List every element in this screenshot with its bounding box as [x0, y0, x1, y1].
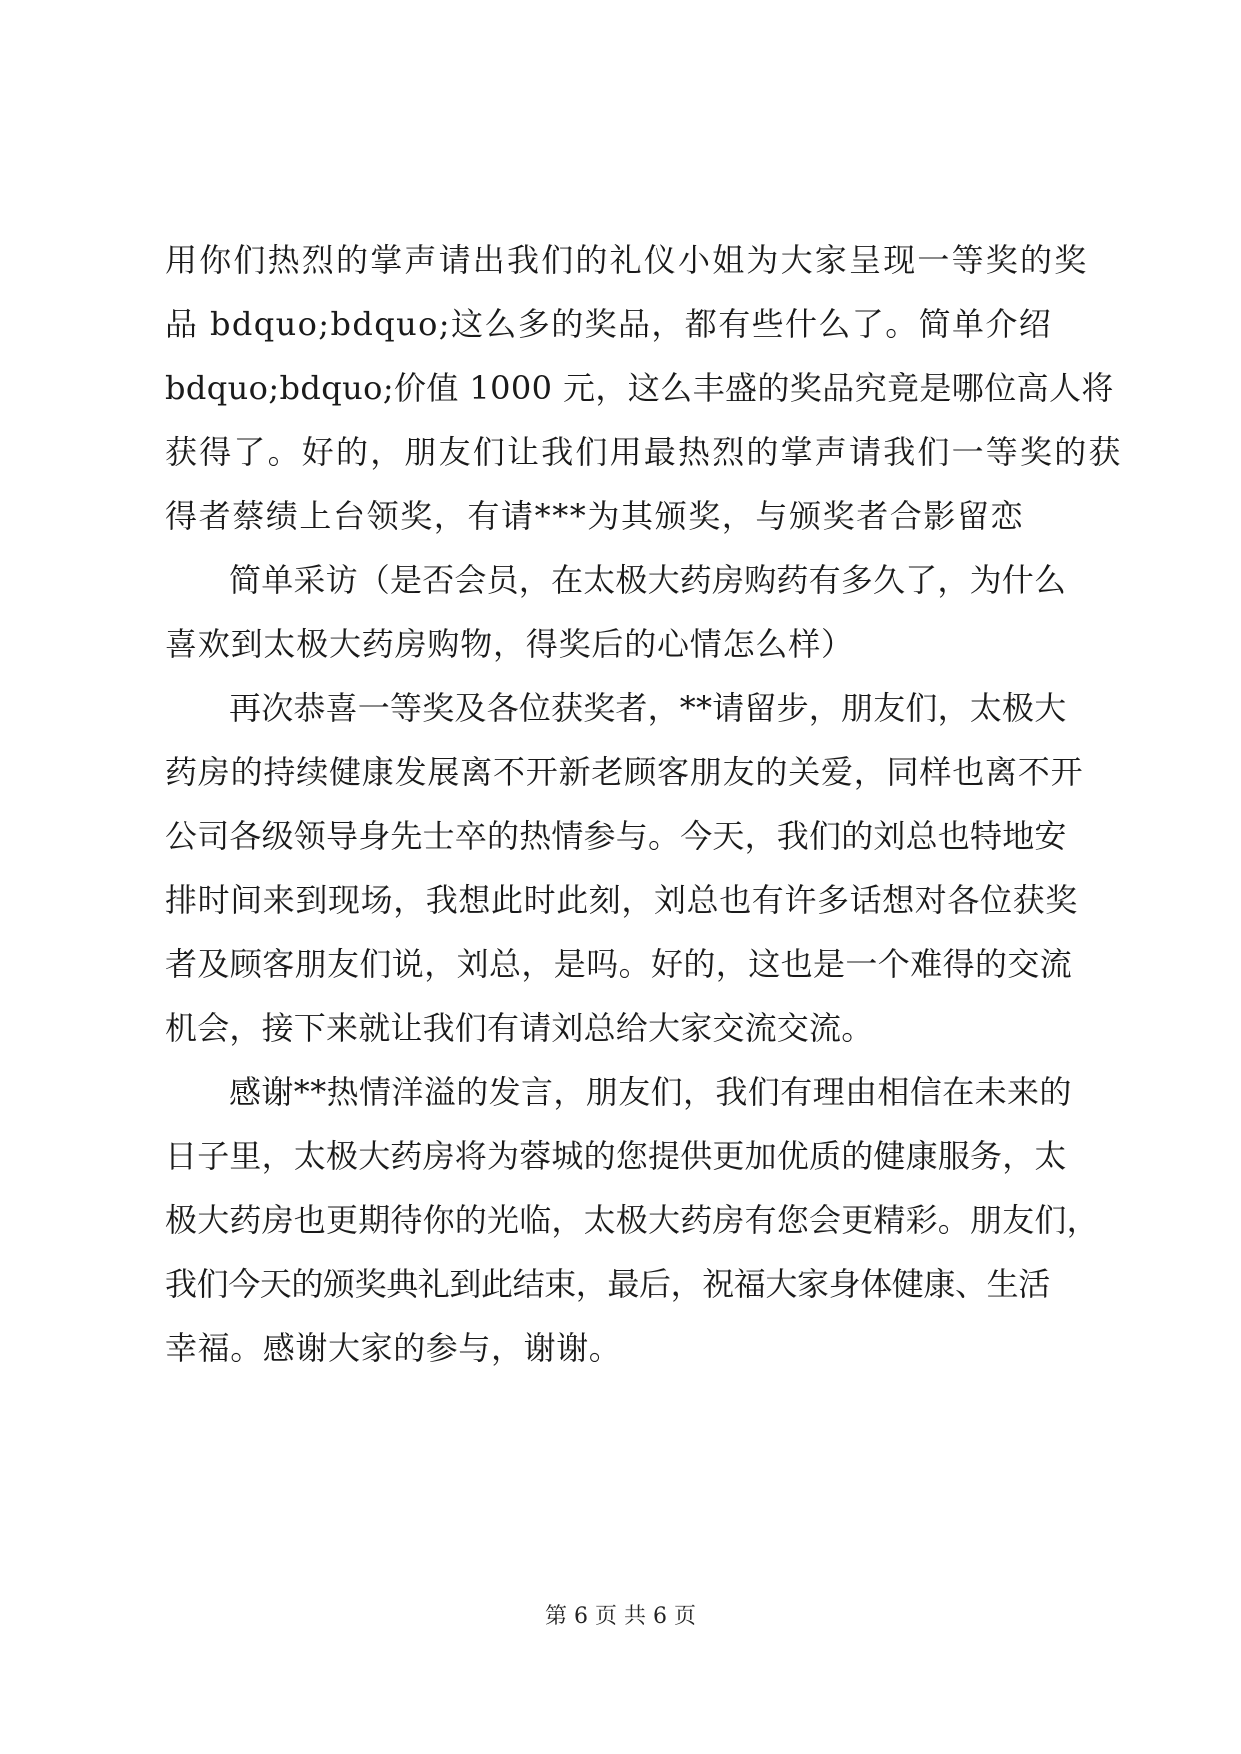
- text-line: 简单采访（是否会员，在太极大药房购药有多久了，为什么: [229, 561, 1067, 599]
- text-line: 获得了。好的，朋友们让我们用最热烈的掌声请我们一等奖的获: [165, 433, 1123, 471]
- text-line: 再次恭喜一等奖及各位获奖者，**请留步，朋友们，太极大: [229, 689, 1067, 727]
- text-line: 用你们热烈的掌声请出我们的礼仪小姐为大家呈现一等奖的奖: [165, 241, 1089, 279]
- text-line: 幸福。感谢大家的参与，谢谢。: [165, 1329, 622, 1367]
- text-line: bdquo;bdquo;价值 1000 元，这么丰盛的奖品究竟是哪位高人将: [165, 369, 1114, 407]
- text-line: 公司各级领导身先士卒的热情参与。今天，我们的刘总也特地安: [165, 817, 1067, 855]
- text-line: 得者蔡绩上台领奖，有请***为其颁奖，与颁奖者合影留恋: [165, 497, 1025, 535]
- text-line: 排时间来到现场，我想此时此刻，刘总也有许多话想对各位获奖: [165, 881, 1078, 919]
- text-line: 喜欢到太极大药房购物，得奖后的心情怎么样）: [165, 625, 854, 663]
- text-line: 我们今天的颁奖典礼到此结束，最后，祝福大家身体健康、生活: [165, 1265, 1050, 1303]
- text-line: 品 bdquo;bdquo;这么多的奖品，都有些什么了。简单介绍: [165, 305, 1053, 343]
- page-number-footer: 第 6 页 共 6 页: [545, 1604, 696, 1629]
- text-line: 日子里，太极大药房将为蓉城的您提供更加优质的健康服务，太: [165, 1137, 1067, 1175]
- text-line: 机会，接下来就让我们有请刘总给大家交流交流。: [165, 1009, 874, 1047]
- text-line: 者及顾客朋友们说，刘总，是吗。好的，这也是一个难得的交流: [165, 945, 1073, 983]
- text-line: 极大药房也更期待你的光临，太极大药房有您会更精彩。朋友们，: [165, 1201, 1099, 1239]
- text-line: 感谢**热情洋溢的发言，朋友们，我们有理由相信在未来的: [229, 1073, 1072, 1111]
- text-line: 药房的持续健康发展离不开新老顾客朋友的关爱，同样也离不开: [165, 753, 1084, 791]
- document-body: [165, 228, 1123, 1380]
